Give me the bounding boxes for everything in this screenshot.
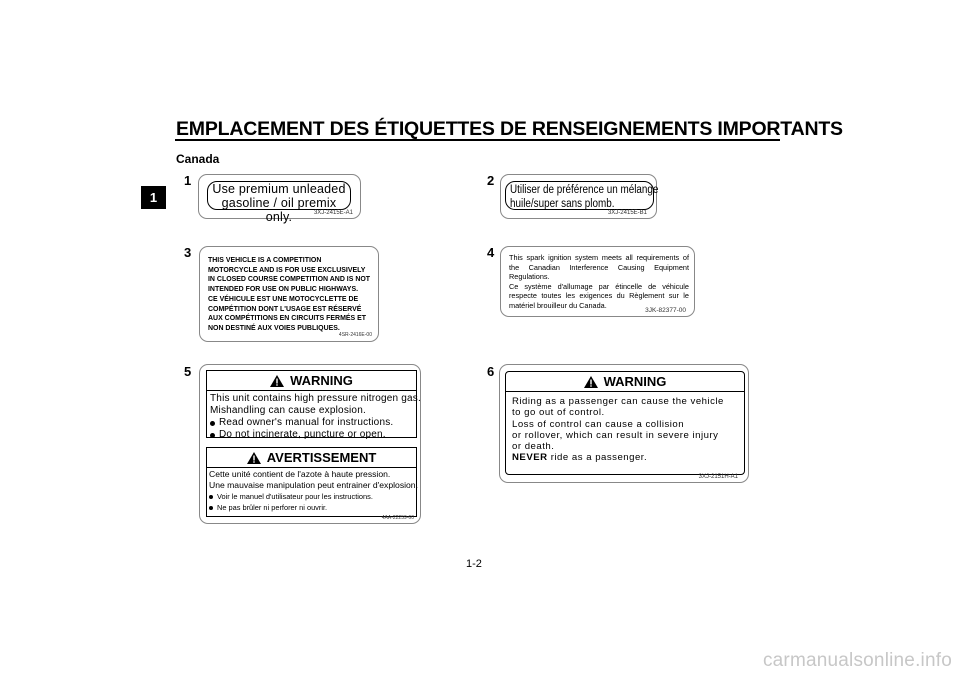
label-6-line: or rollover, which can result in severe injury — [512, 429, 719, 441]
label-2-number: 2 — [487, 173, 495, 188]
label-4-number: 4 — [487, 245, 495, 260]
label-1-line-1: Use premium unleaded — [212, 182, 346, 196]
chapter-tab: 1 — [141, 186, 166, 209]
page-number: 1-2 — [466, 558, 482, 570]
label-5-warning-heading — [206, 373, 417, 388]
label-6-warning-heading — [505, 374, 745, 389]
label-2-line-1: Utiliser de préférence un mélange — [510, 184, 659, 196]
label-6-line: to go out of control. — [512, 407, 605, 419]
warning-triangle-icon — [247, 452, 261, 464]
label-3-fr-line: NON DESTINÉ AUX VOIES PUBLIQUES. — [208, 322, 340, 332]
label-3-french — [208, 294, 366, 332]
label-3 — [199, 246, 379, 342]
label-3-code: 4SR-2416E-00 — [338, 332, 372, 338]
label-3-fr-line: AUX COMPÉTITIONS EN CIRCUITS FERMÉS ET — [208, 313, 367, 323]
label-3-english — [208, 255, 370, 293]
label-1-line-2: gasoline / oil premix only. — [221, 196, 337, 224]
title-rule — [175, 139, 780, 141]
avert-line: Cette unité contient de l'azote à haute pression. — [209, 469, 391, 479]
label-5-code: 4AA-22259-60 — [381, 515, 414, 521]
warning-line: This unit contains high pressure nitrogen gas. — [210, 393, 421, 404]
label-1-number: 1 — [184, 173, 192, 188]
label-6-warning-title: WARNING — [603, 374, 667, 389]
label-6-divider — [505, 391, 745, 392]
label-6-never-word: NEVER — [512, 452, 548, 464]
label-3-fr-line: CE VÉHICULE EST UNE MOTOCYCLETTE DE — [208, 294, 359, 303]
warning-triangle-icon — [270, 375, 284, 387]
label-4 — [500, 246, 695, 317]
label-4-french: Ce système d'allumage par étincelle de véhicule respecte toutes les exigences du Règlement sur le matériel brouilleur du Canada. — [509, 281, 689, 310]
label-1-code: 3XJ-2415E-A1 — [313, 210, 353, 216]
label-6-body — [512, 396, 724, 464]
label-5-avert-heading — [206, 450, 417, 465]
label-3-fr-line: COMPÉTITION DONT L'USAGE EST RÉSERVÉ — [208, 303, 362, 313]
region-subtitle: Canada — [176, 152, 220, 166]
warning-line: Mishandling can cause explosion. — [210, 405, 366, 416]
label-6-line: Riding as a passenger can cause the vehicle — [512, 396, 724, 407]
warning-bullet-text: Read owner's manual for instructions. — [219, 417, 394, 428]
label-3-en-line: IN CLOSED COURSE COMPETITION AND IS NOT — [208, 274, 371, 284]
avert-bullet — [209, 491, 418, 502]
avert-bullet — [209, 502, 418, 513]
label-6-code: 3XJ-2151H-A1 — [698, 474, 738, 480]
label-1 — [198, 174, 361, 224]
bullet-icon — [209, 495, 213, 499]
label-6-line: or death. — [512, 441, 555, 453]
bullet-icon — [210, 433, 215, 438]
label-3-en-line: THIS VEHICLE IS A COMPETITION — [208, 255, 322, 264]
avert-bullet-text: Voir le manuel d'utilisateur pour les instructions. — [217, 492, 373, 501]
label-5-divider — [206, 390, 417, 391]
label-5-divider — [206, 467, 417, 468]
label-5-number: 5 — [184, 364, 192, 379]
warning-triangle-icon — [584, 376, 598, 388]
label-5-warning-body — [210, 393, 421, 441]
bullet-icon — [210, 421, 215, 426]
label-3-en-line: MOTORCYCLE AND IS FOR USE EXCLUSIVELY — [208, 264, 366, 274]
bullet-icon — [209, 506, 213, 510]
page-title: EMPLACEMENT DES ÉTIQUETTES DE RENSEIGNEMENTS IMPORTANTS — [176, 118, 843, 140]
label-2-line-2: huile/super sans plomb. — [510, 198, 615, 210]
warning-bullet — [210, 417, 421, 429]
label-5-avert-body — [209, 469, 418, 513]
warning-bullet — [210, 429, 421, 441]
label-3-en-line: INTENDED FOR USE ON PUBLIC HIGHWAYS. — [208, 283, 359, 293]
label-2-code: 3XJ-2415E-B1 — [607, 210, 647, 216]
label-6 — [499, 364, 749, 483]
label-4-english: This spark ignition system meets all requirements of the Canadian Interference Causing Equipment Regulations. — [509, 253, 689, 281]
label-6-line: Loss of control can cause a collision — [512, 418, 685, 430]
label-2 — [500, 174, 657, 219]
avert-bullet-text: Ne pas brûler ni perforer ni ouvrir. — [217, 503, 328, 512]
label-5-warning-title: WARNING — [290, 373, 353, 388]
label-5-avert-title: AVERTISSEMENT — [266, 450, 377, 465]
label-3-number: 3 — [184, 245, 192, 260]
label-5 — [199, 364, 421, 524]
warning-bullet-text: Do not incinerate, puncture or open. — [219, 429, 386, 440]
label-4-code: 3JK-82377-00 — [645, 307, 686, 314]
label-6-number: 6 — [487, 364, 495, 379]
label-6-never-rest: ride as a passenger. — [547, 452, 648, 464]
avert-line: Une mauvaise manipulation peut entrainer d'explosion. — [209, 480, 418, 490]
watermark: carmanualsonline.info — [762, 650, 952, 671]
label-6-never-line — [512, 452, 724, 463]
